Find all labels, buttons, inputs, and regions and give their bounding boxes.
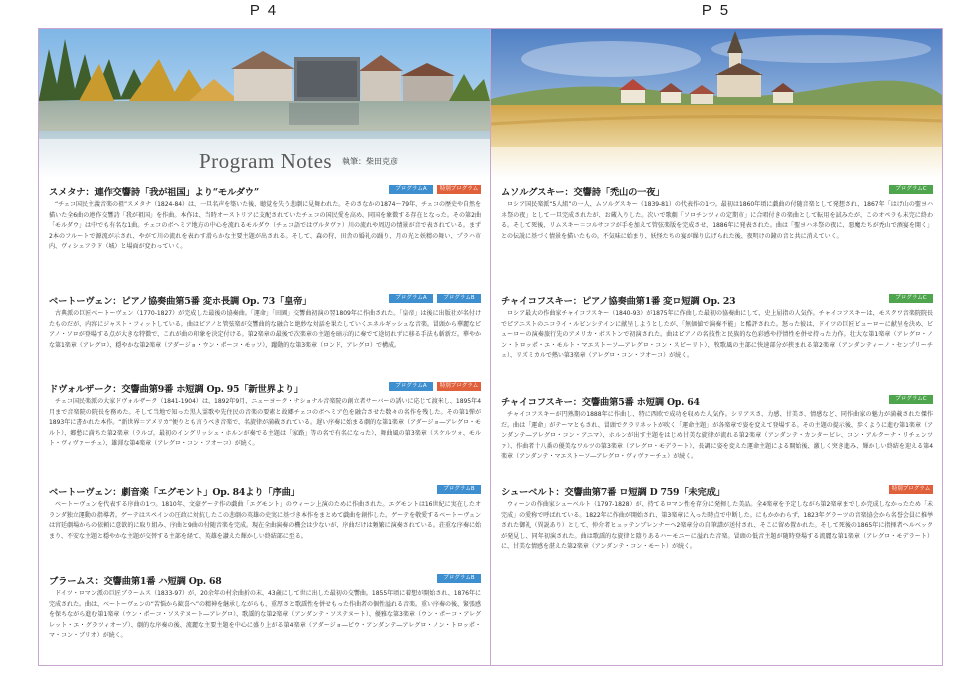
program-b-badge: プログラムB [437, 574, 481, 583]
program-c-badge: プログラムC [889, 185, 933, 194]
special-program-badge: 特別プログラム [889, 485, 933, 494]
note-brahms [49, 573, 481, 642]
note-tchaikovsky-symphony [501, 394, 933, 463]
program-a-badge: プログラムA [389, 382, 433, 391]
program-a-badge: プログラムA [389, 294, 433, 303]
special-program-badge: 特別プログラム [437, 185, 481, 194]
program-notes-title: Program Notes [199, 149, 333, 173]
page-5 [490, 28, 943, 666]
note-smetana [49, 184, 481, 253]
note-title: ムソルグスキー：交響詩「禿山の一夜」 [501, 187, 665, 198]
note-body: ドイツ・ロマン派の巨匠ブラームス（1833-97）が、20余年の村余曲折の末、43歳にして世に出した最初の交響曲。1855年頃に着想が開始され、1876年に完成された。曲は、ベートーヴェンの“苦悩から歓喜へ”の精神を継承しながらも、重厚さと歌謡性を併せもった作曲者の個性溢れる音楽。重い序奏の後、緊張感を保ちながら進む第1楽章（ウン・ポーコ・ソステヌート―アレグロ）、歌謡的な第2楽章（アンダンテ・ソステヌート）、優雅な第3楽章（ウン・ポーコ・アレグレット・エ・グラツィオーゾ）、劇的な序奏の後、流麗な主要主題を中心に盛り上がる第4楽章（アダージョ―ピウ・アンダンテ―アレグロ・ノン・トロッポ・マ・コン・ブリオ）が続く。 [49, 590, 481, 640]
note-title: チャイコフスキー：交響曲第5番 ホ短調 Op. 64 [501, 397, 700, 408]
note-title: チャイコフスキー：ピアノ協奏曲第1番 変ロ短調 Op. 23 [501, 296, 736, 307]
special-program-badge: 特別プログラム [437, 382, 481, 391]
program-b-badge: プログラムB [437, 294, 481, 303]
note-title: ベートーヴェン：ピアノ協奏曲第5番 変ホ長調 Op. 73「皇帝」 [49, 296, 312, 307]
note-egmont [49, 484, 481, 542]
note-schubert [501, 484, 933, 553]
page-4 [38, 28, 491, 666]
note-title: シューベルト：交響曲第7番 ロ短調 D 759「未完成」 [501, 487, 725, 498]
program-c-badge: プログラムC [889, 294, 933, 303]
note-mussorgsky [501, 184, 933, 242]
note-title: スメタナ：連作交響詩「我が祖国」より“モルダウ” [49, 187, 260, 198]
program-b-badge: プログラムB [437, 485, 481, 494]
note-body: ロシア最大の作曲家チャイコフスキー（1840-93）が1875年に作曲した最初の協奏曲にして、史上屈指の人気作。チャイコフスキーは、モスクワ音楽院院長でピアニストのニコライ・ルビンシテインに献呈しようとしたが、「無価値で演奏不能」と酷評された。怒った彼は、ドイツの巨匠ビューローに献呈を決め、ビューローの演奏旅行先のアメリカ・ボストンで初演された。曲はピアノの名技性と民族的な色彩感や抒情性を併せ持った力作。壮大な第1楽章（アレグロ・ノン・トロッポ・エ・モルト・マエストーソ―アレグロ・コン・スピーリト）、牧歌風の主部に快速部分が挟まれる第2楽章（アンダンティーノ・センプリーチェ）、リズミカルで熱い第3楽章（アレグロ・コン・フオーコ）が続く。 [501, 310, 933, 360]
note-body: 古典派の巨匠ベートーヴェン（1770-1827）が完成した最後の協奏曲。「運命」「田園」交響曲初演の翌1809年に作曲された。「皇帝」は後に出版社が名付けたものだが、内容にジャスト・フィットしている。曲はピアノと管弦楽が交響曲的な融合と絶妙な対話を果たしていくエネルギッシュな音楽。冒頭から華麗なピアノ・ソロが登場する点が大きな特徴で、これが曲の印象を決定付ける。第2楽章の最後で次楽章の主題を暗示的に奏でて途切れずに移る手法も斬新だ。華やかな第1楽章（アレグロ）、穏やかな第2楽章（アダージョ・ウン・ポーコ・モッソ）、躍動的な第3楽章（ロンド、アレグロ）で構成。 [49, 310, 481, 349]
village-church-photo [491, 29, 942, 179]
note-title: ドヴォルザーク：交響曲第9番 ホ短調 Op. 95「新世界より」 [49, 384, 304, 395]
program-c-badge: プログラムC [889, 395, 933, 404]
page-number-left: P 4 [249, 2, 279, 19]
page-number-right: P 5 [701, 2, 731, 19]
program-a-badge: プログラムA [389, 185, 433, 194]
note-body: ベートーヴェンを代表する序曲の1つ。1810年、文豪ゲーテ作の戯曲「エグモント」のウィーン上演のために作曲された。エグモントは16世紀に実在したオランダ独立運動の指導者。ゲーテはスペインの圧政に対抗したこの悲劇の英雄の史実に基づき本作をまとめて戯曲を創作した。ゲーテを敬愛するベートーヴェンは宮廷劇場からの依頼に意欲的に取り組み、序曲と9曲の付随音楽を完成。現在全曲演奏の機会は少ないが、序曲だけは頻繁に演奏されている。荘重な序奏に始まり、不安な主題と穏やかな主題が交替する主部を経て、英雄を讃えた輝かしい終結部に至る。 [49, 501, 481, 540]
note-body: チャイコフスキーが円熟期の1888年に作曲し、特に西欧で成功を収めた人気作。シリアスさ、力感、甘美さ、情感など、同作曲家の魅力が満載された傑作だ。曲は「運命」がテーマともされ、冒頭でクラリネットが吹く「運命主題」が各楽章で姿を変えて登場する。その主題の提示後、歩くように進む第1楽章（アンダンテ―アレグロ・コン・アニマ）、ホルンが出す主題をはじめ甘美な旋律が流れる第2楽章（アンダンテ・カンタービレ、コン・アルクーナ・リチェンツァ）、作曲者十八番の優美なワルツの第3楽章（アレグロ・モデラート）、長調に姿を変えた運命主題による開始後、激しく突き進み、輝かしい終結を迎える第4楽章（アンダンテ・マエストーソ―アレグロ・ヴィヴァーチェ）が続く。 [501, 411, 933, 461]
note-beethoven-emperor [49, 293, 481, 351]
note-dvorak [49, 381, 481, 450]
note-body: チェコ国民楽派の大家ドヴォルザーク（1841-1904）は、1892年9月、ニューヨーク・ナショナル音楽院の創立者サーバーの誘いに応じて渡米し、1895年4月まで音楽院の院長を務めた。そして当地で知った黒人霊歌や先住民の音楽の要素と故郷チェコのボヘミア色を融合させた数々の名作を残した。その第1弾が1893年に書かれた本作。“新世界＝アメリカ”便りとも言うべき音楽で、名旋律が満載されている。遅い序奏に始まる劇的な第1楽章（アダージョ―アレグロ・モルト）、郷愁に満ちた第2楽章（ラルゴ。最初のイングリッシュ・ホルンが奏でる主題は「家路」等の名で有名になった）、舞曲風の第3楽章（スケルツォ、モルト・ヴィヴァーチェ）、雄渾な第4楽章（アレグロ・コン・フオーコ）が続く。 [49, 398, 481, 448]
note-body: ウィーンの作曲家シューベルト（1797-1828）が、持てるロマン性を存分に発揮した美品。全4楽章を予定しながら第2楽章までしか完成しなかったため「未完成」の愛称で呼ばれている。1822年に作曲が開始され、第3楽章に入った時点で中断した。にもかかわらず、1823年グラーツの音楽協会から名誉会員に推挙された御礼（異説あり）として、仲介者ヒュッテンブレンナーへ2楽章分の自筆譜が送付され、そこに留め置かれた。そして死後の1865年に指揮者ヘルベックが発見し、同年初演された。曲は歌謡的な旋律と陰りあるハーモニーに溢れた音楽。冒頭の低音主題が随時登場する流麗な第1楽章（アレグロ・モデラート）に、甘美な情感を湛えた第2楽章（アンダンテ・コン・モート）が続く。 [501, 501, 933, 551]
note-body: ロシア国民楽派“5人組”の一人、ムソルグスキー（1839-81）の代表作の1つ。最初は1860年頃に戯曲の付随音楽として発想され、1867年「はげ山の聖ヨハネ祭の夜」として一旦完成されたが、お蔵入りした。次いで歌劇「ソロチンツィの定期市」に合唱付きの楽曲として転用を試みたが、このオペラも未完に終わる。そして死後、リムスキー＝コルサコフが手を加えて管弦楽版を完成させ、1886年に発表された。曲は「聖ヨハネ祭の夜に、悪魔たちが禿山で酒宴を開く」との伝説に基づく情景を描いたもの。不気味に始まり、妖怪たちの宴が繰り広げられた後、夜明けの鐘の音と共に消えていく。 [501, 201, 933, 240]
note-tchaikovsky-concerto [501, 293, 933, 362]
note-body: “チェコ国民主義音楽の祖”スメタナ（1824-84）は、一旦名声を築いた後、聴覚を失う悲劇に見舞われた。そのさなかの1874〜79年、チェコの歴史や自然を描いた全6曲の連作交響詩「我が祖国」を作曲。本作は、当時オーストリアに支配されていたチェコの国民愛を高め、同国を象徴する存在となった。その第2曲「モルダウ」は中でも有名な1曲。チェコのボヘミア地方の中心を流れるモルダウ（チェコ語ではヴルタヴァ）川の流れや周辺の情景が音で表されている。まず2本のフルートで源流が示され、やがて川の流れを表わす滑らかな主要主題が出される。そして、森の狩、田舎の婚礼の踊り、月の光と妖精の舞い、プラハ市内、ヴィシェフラド（城）と場面が変わっていく。 [49, 201, 481, 251]
author-credit: 執筆：柴田克彦 [342, 157, 398, 166]
note-title: ベートーヴェン：劇音楽「エグモント」Op. 84より「序曲」 [49, 487, 300, 498]
note-title: ブラームス：交響曲第1番 ハ短調 Op. 68 [49, 576, 222, 587]
